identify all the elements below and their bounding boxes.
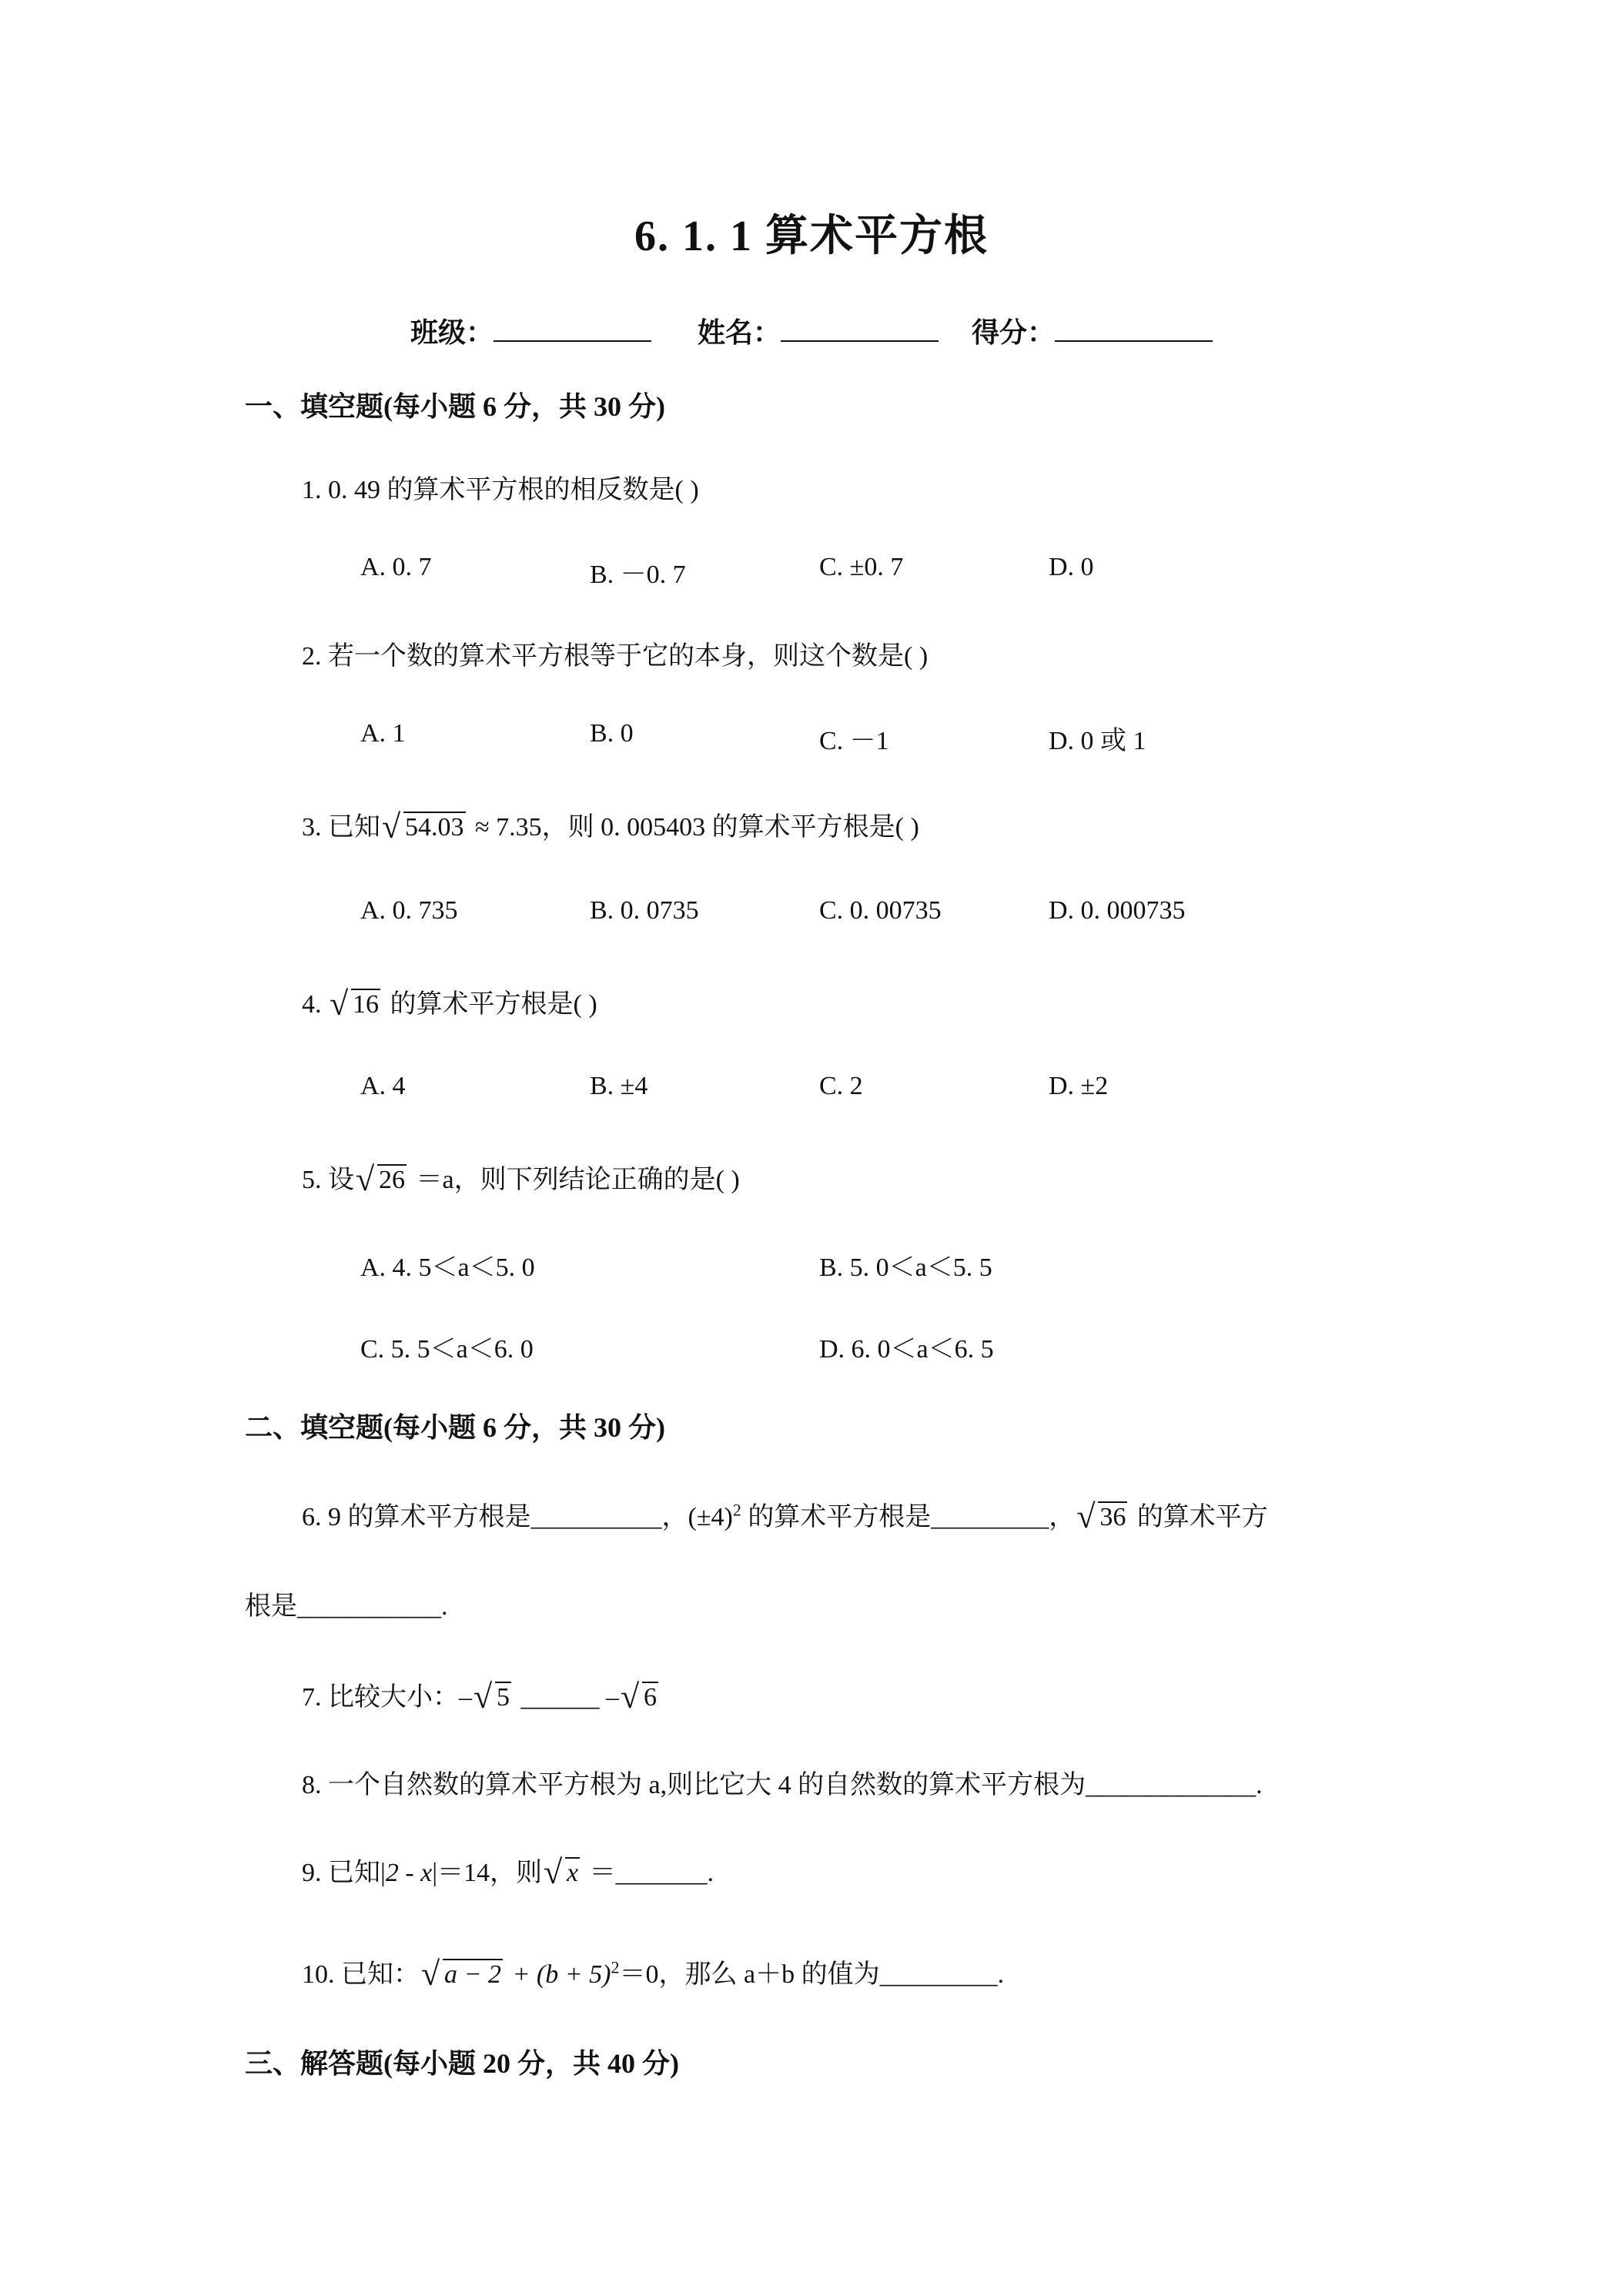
question-10 [302,1953,1005,1993]
q4-prefix: 4. [302,990,328,1019]
section-1-title: 一、填空题(每小题 6 分，共 30 分) [245,391,665,422]
class-label: 班级： [410,317,494,348]
score-field [972,311,1213,350]
page-title: 6. 1. 1 算术平方根 [634,213,989,260]
sqrt-symbol: √ 36 [1076,1498,1126,1535]
q1-option-b[interactable]: B. －0. 7 [590,561,686,589]
q9-abs-close: | [432,1859,438,1887]
name-field [698,311,939,350]
q3-option-b[interactable]: B. 0. 0735 [590,896,699,925]
q6-part2: (±4) [688,1503,733,1531]
q10-prefix: 10. 已知： [302,1960,420,1989]
q7-neg-a: – [459,1683,472,1712]
q4-option-c[interactable]: C. 2 [819,1072,863,1100]
q6-exponent: 2 [732,1500,741,1520]
q9-abs-open: | [380,1859,386,1887]
q2-option-a[interactable]: A. 1 [360,719,406,748]
q5-option-d[interactable]: D. 6. 0＜a＜6. 5 [819,1335,994,1364]
q3-option-a[interactable]: A. 0. 735 [360,896,458,925]
sqrt-symbol: √ a − 2 [421,1955,501,1993]
question-5 [302,1158,740,1196]
question-6 [302,1495,1268,1533]
name-label: 姓名： [698,317,781,348]
q9-suffix: ＝_______. [583,1859,714,1887]
question-3 [302,805,919,843]
question-4 [302,982,597,1020]
score-blank[interactable] [1055,317,1213,342]
q2-option-b[interactable]: B. 0 [590,719,634,748]
q7-neg-b: – [606,1683,619,1712]
question-9 [302,1851,714,1889]
q2-option-d[interactable]: D. 0 或 1 [1049,727,1146,755]
question-8: 8. 一个自然数的算术平方根为 a,则比它大 4 的自然数的算术平方根为_____________. [302,1771,1263,1799]
question-7 [302,1675,661,1713]
sqrt-symbol: √ x [544,1853,579,1891]
q5-radicand: 26 [379,1166,405,1194]
q7-radicand-b: 6 [644,1683,657,1712]
q6-part4: 的算术平方 [1130,1503,1268,1531]
q1-option-c[interactable]: C. ±0. 7 [819,553,904,581]
q10-after: ＝0，那么 a＋b 的值为_________. [619,1960,1005,1989]
q5-option-a[interactable]: A. 4. 5＜a＜5. 0 [360,1253,535,1282]
q10-middle: + (b + 5) [505,1960,611,1989]
q3-option-c[interactable]: C. 0. 00735 [819,896,942,925]
q9-abs-content: 2 - x [385,1859,433,1887]
sqrt-symbol: √ 54.03 [382,808,464,845]
q5-prefix: 5. 设 [302,1166,354,1194]
q5-after: ＝a，则下列结论正确的是( ) [410,1166,740,1194]
question-6-line-2: 根是___________. [245,1592,448,1621]
sqrt-symbol: √ 16 [330,985,379,1022]
q1-option-a[interactable]: A. 0. 7 [360,553,432,581]
class-blank[interactable] [494,317,651,342]
sqrt-symbol: √ 6 [621,1678,657,1715]
q4-option-d[interactable]: D. ±2 [1049,1072,1109,1100]
class-field [410,311,651,350]
q5-option-c[interactable]: C. 5. 5＜a＜6. 0 [360,1335,534,1364]
q10-exponent: 2 [611,1957,620,1977]
q7-radicand-a: 5 [497,1683,510,1712]
question-1: 1. 0. 49 的算术平方根的相反数是( ) [302,476,699,504]
q3-radicand: 54.03 [405,813,464,842]
q3-option-d[interactable]: D. 0. 000735 [1049,896,1186,925]
q4-option-b[interactable]: B. ±4 [590,1072,648,1100]
q3-prefix: 3. 已知 [302,813,380,842]
q6-part3: 的算术平方根是_________， [741,1503,1076,1531]
q4-option-a[interactable]: A. 4 [360,1072,406,1100]
q9-middle: ＝14，则 [437,1859,543,1887]
q7-prefix: 7. 比较大小： [302,1683,459,1712]
q5-option-b[interactable]: B. 5. 0＜a＜5. 5 [819,1253,992,1282]
q6-radicand: 36 [1099,1503,1126,1531]
q7-blank: ______ [514,1683,606,1712]
q4-after: 的算术平方根是( ) [383,990,597,1019]
section-3-title: 三、解答题(每小题 20 分，共 40 分) [245,2048,679,2079]
section-2-title: 二、填空题(每小题 6 分，共 30 分) [245,1412,665,1443]
name-blank[interactable] [781,317,939,342]
q9-prefix: 9. 已知 [302,1859,380,1887]
question-2: 2. 若一个数的算术平方根等于它的本身，则这个数是( ) [302,642,929,671]
sqrt-symbol: √ 5 [474,1678,510,1715]
q6-part1: 6. 9 的算术平方根是__________， [302,1503,688,1531]
q10-radicand: a − 2 [444,1960,501,1989]
q3-after: ≈ 7.35，则 0. 005403 的算术平方根是( ) [468,813,919,842]
q2-option-c[interactable]: C. －1 [819,727,889,755]
q9-radicand: x [567,1859,579,1887]
sqrt-symbol: √ 26 [356,1160,405,1198]
q1-option-d[interactable]: D. 0 [1049,553,1094,581]
score-label: 得分： [972,317,1056,348]
q4-radicand: 16 [353,990,379,1019]
